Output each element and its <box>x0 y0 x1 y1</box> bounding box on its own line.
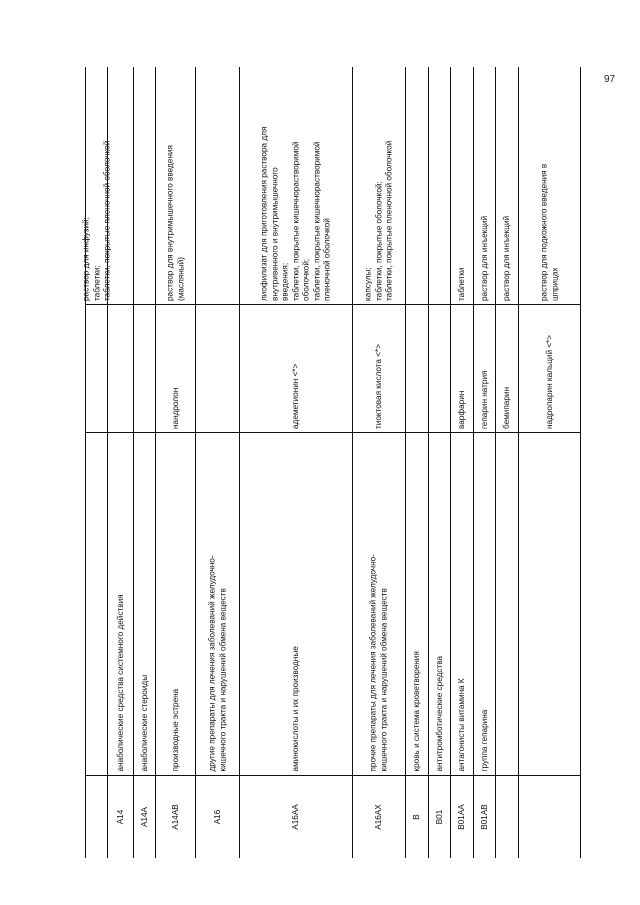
table-row <box>496 67 519 858</box>
cell-name <box>86 305 107 433</box>
form-text: раствор для инъекций <box>501 215 511 301</box>
code-text: A14A <box>139 806 149 828</box>
code-text: A16AA <box>290 804 300 830</box>
form-text: таблетки <box>456 267 466 301</box>
cell-code <box>108 776 133 858</box>
cell-code <box>353 776 405 858</box>
cell-group <box>496 433 518 776</box>
cell-name <box>108 305 133 433</box>
cell-group <box>474 433 495 776</box>
page-number: 97 <box>604 74 616 85</box>
cell-code <box>196 776 239 858</box>
table-row <box>429 67 451 858</box>
code-text: B <box>411 814 421 820</box>
cell-group <box>240 433 352 776</box>
form-text: капсулы; таблетки, покрытые оболочкой; таблетки, покрытые пленочной оболочкой <box>363 140 394 301</box>
cell-group <box>451 433 473 776</box>
group-text: другие препараты для лечения заболеваний желудочно- кишечного тракта и нарушений обмена веществ <box>207 555 227 772</box>
table-row <box>240 67 353 858</box>
form-text: раствор для инъекций <box>479 215 489 301</box>
form-text: раствор для инфузий; таблетки; таблетки, покрытые пленочной оболочкой <box>80 140 111 301</box>
cell-group <box>406 433 428 776</box>
group-text: кровь и система кроветворения <box>411 651 421 772</box>
cell-group <box>196 433 239 776</box>
table-row <box>353 67 406 858</box>
cell-form <box>240 67 352 305</box>
cell-form <box>134 67 155 305</box>
cell-code <box>156 776 195 858</box>
cell-group <box>519 433 580 776</box>
cell-code <box>134 776 155 858</box>
cell-name <box>406 305 428 433</box>
group-text: аминокислоты и их производные <box>290 646 300 772</box>
cell-name <box>353 305 405 433</box>
name-text: варфарин <box>456 390 466 429</box>
name-text: надропарин кальций <*> <box>544 334 554 429</box>
group-text: группа гепарина <box>479 709 489 772</box>
cell-name <box>240 305 352 433</box>
cell-code <box>429 776 450 858</box>
table-row <box>451 67 474 858</box>
cell-code <box>240 776 352 858</box>
table-row <box>156 67 196 858</box>
cell-code <box>474 776 495 858</box>
table-row <box>80 67 111 858</box>
drug-table <box>80 67 581 858</box>
cell-group <box>86 433 107 776</box>
cell-group <box>353 433 405 776</box>
code-text: A14 <box>115 809 125 825</box>
code-text: A14AB <box>170 804 180 830</box>
cell-code <box>451 776 473 858</box>
cell-code <box>496 776 518 858</box>
cell-group <box>134 433 155 776</box>
cell-name <box>496 305 518 433</box>
cell-form <box>474 67 495 305</box>
cell-group <box>156 433 195 776</box>
cell-name <box>429 305 450 433</box>
code-text: A16 <box>212 809 222 825</box>
form-text: раствор для подкожного введения в шприцах <box>539 163 559 301</box>
cell-name <box>474 305 495 433</box>
group-text: анаболические стероиды <box>139 674 149 772</box>
table-row <box>474 67 496 858</box>
name-text: адеметионин <*> <box>290 363 300 429</box>
group-text: антитромботические средства <box>434 655 444 772</box>
group-text: производные эстрена <box>170 688 180 772</box>
cell-form <box>451 67 473 305</box>
code-text: A16AX <box>373 804 383 830</box>
table-row <box>108 67 134 858</box>
name-text: бемипарин <box>501 386 511 429</box>
cell-name <box>156 305 195 433</box>
cell-form <box>196 67 239 305</box>
cell-form <box>496 67 518 305</box>
code-text: B01AA <box>456 804 466 830</box>
cell-group <box>429 433 450 776</box>
cell-form <box>429 67 450 305</box>
cell-code <box>519 776 580 858</box>
table-row <box>519 67 581 858</box>
cell-name <box>451 305 473 433</box>
table-row <box>134 67 156 858</box>
table-row <box>406 67 429 858</box>
form-text: раствор для внутримышечного введения (масляный) <box>165 144 185 301</box>
name-text: тиоктовая кислота <*> <box>373 343 383 429</box>
name-text: гепарин натрия <box>479 370 489 429</box>
cell-form <box>406 67 428 305</box>
group-text: анаболические средства системного действия <box>115 594 125 772</box>
group-text: антагонисты витамина К <box>456 678 466 772</box>
form-text: лиофилизат для приготовления раствора для внутривенного и внутримышечного введения; таблетки, покрытые кишечнорастворимой оболочкой; таблетки, покрытые кишечнорастворимой пленочной оболочкой <box>259 126 332 301</box>
cell-form <box>353 67 405 305</box>
cell-group <box>108 433 133 776</box>
cell-form <box>519 67 580 305</box>
cell-code <box>406 776 428 858</box>
group-text: прочие препараты для лечения заболеваний желудочно- кишечного тракта и нарушений обмена веществ <box>368 554 388 772</box>
cell-code <box>86 776 107 858</box>
table-row <box>196 67 240 858</box>
code-text: B01 <box>434 809 444 825</box>
cell-form <box>108 67 133 305</box>
name-text: нандролон <box>170 387 180 429</box>
cell-name <box>519 305 580 433</box>
cell-name <box>196 305 239 433</box>
code-text: B01AB <box>479 804 489 830</box>
cell-form <box>80 67 111 305</box>
cell-form <box>156 67 195 305</box>
cell-name <box>134 305 155 433</box>
